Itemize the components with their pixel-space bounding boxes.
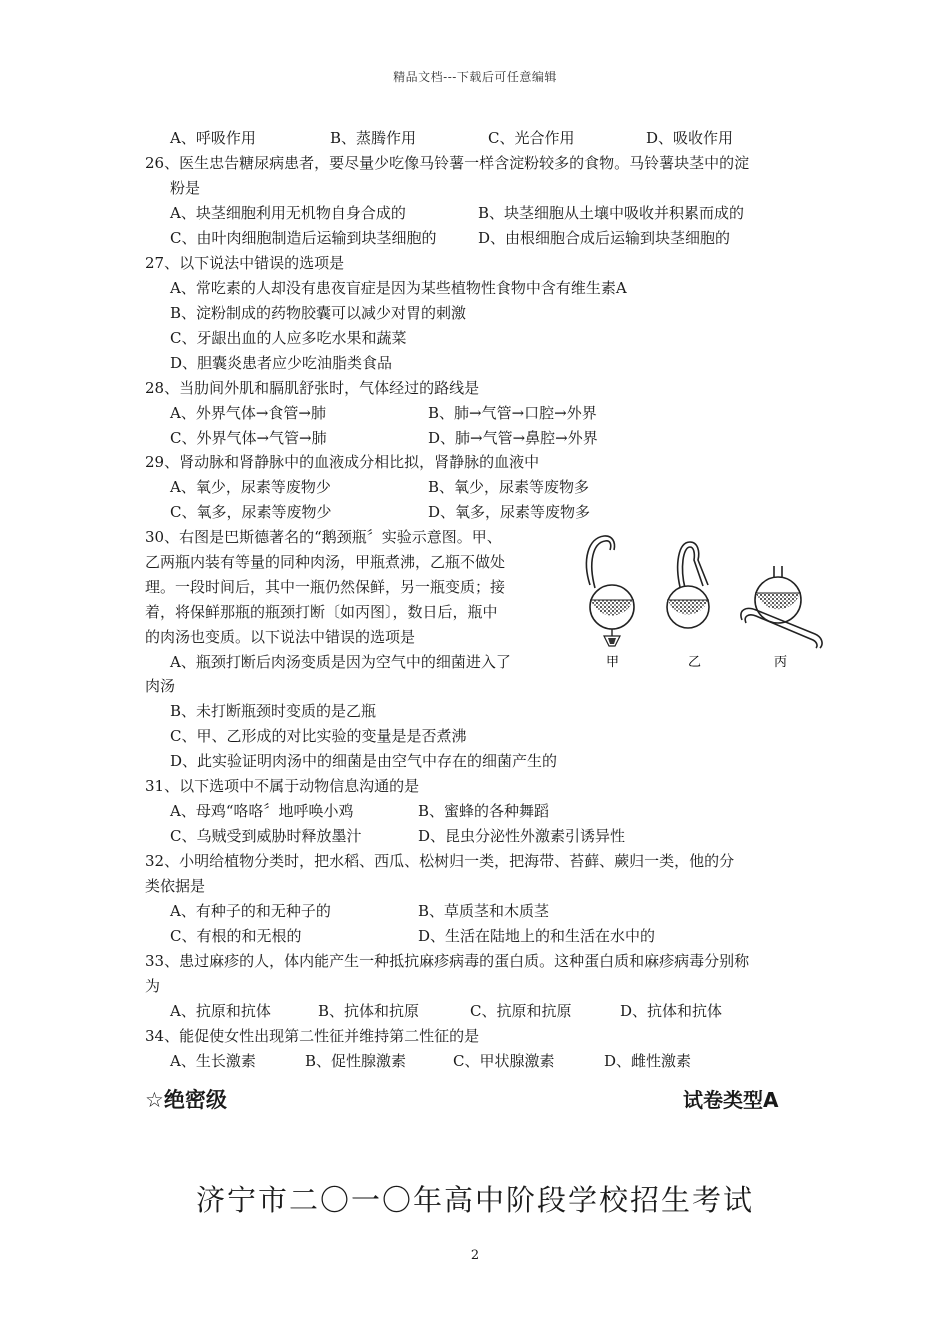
q29-option-d: D、氧多，尿素等废物多 (428, 503, 591, 521)
q29-option-a: A、氧少，尿素等废物少 (170, 478, 331, 496)
q27-option-a: A、常吃素的人却没有患夜盲症是因为某些植物性食物中含有维生素A (170, 279, 627, 297)
q32-option-a: A、有种子的和无种子的 (170, 902, 331, 920)
q30-option-d: D、此实验证明肉汤中的细菌是由空气中存在的细菌产生的 (170, 752, 558, 770)
q25-option-b: B、蒸腾作用 (330, 129, 417, 147)
q27-stem: 27、以下说法中错误的选项是 (145, 254, 345, 272)
swan-neck-flask-figure (560, 530, 830, 675)
q30-option-c: C、甲、乙形成的对比实验的变量是是否煮沸 (170, 727, 467, 745)
q34-option-b: B、促性腺激素 (305, 1052, 407, 1070)
q32-stem-line2: 类依据是 (145, 877, 206, 895)
q30-option-a-line1: A、瓶颈打断后肉汤变质是因为空气中的细菌进入了 (170, 653, 511, 671)
q30-stem-line4: 着，将保鲜那瓶的瓶颈打断〔如丙图〕，数日后，瓶中 (145, 603, 498, 621)
q32-option-c: C、有根的和无根的 (170, 927, 302, 945)
q25-option-a: A、呼吸作用 (170, 129, 256, 147)
label-bing: 丙 (774, 655, 788, 670)
q32-stem-line1: 32、小明给植物分类时，把水稻、西瓜、松树归一类，把海带、苔藓、蕨归一类，他的分 (145, 852, 735, 870)
page-number: 2 (470, 1248, 480, 1263)
q31-stem: 31、以下选项中不属于动物信息沟通的是 (145, 777, 420, 795)
q28-option-a: A、外界气体→食管→肺 (170, 404, 326, 422)
q28-option-b: B、肺→气管→口腔→外界 (428, 404, 597, 422)
q27-option-c: C、牙龈出血的人应多吃水果和蔬菜 (170, 329, 407, 347)
secret-level-label: ☆绝密级 (145, 1088, 227, 1112)
paper-type-label: 试卷类型A (683, 1088, 779, 1112)
q27-option-b: B、淀粉制成的药物胶囊可以减少对胃的刺激 (170, 304, 467, 322)
q30-stem-line2: 乙两瓶内装有等量的同种肉汤，甲瓶煮沸，乙瓶不做处 (145, 553, 506, 571)
q29-stem: 29、肾动脉和肾静脉中的血液成分相比拟，肾静脉的血液中 (145, 453, 540, 471)
page-header: 精品文档---下载后可任意编辑 (393, 70, 557, 84)
q33-option-a: A、抗原和抗体 (170, 1002, 271, 1020)
q26-stem-line2: 粉是 (170, 179, 201, 197)
q26-option-d: D、由根细胞合成后运输到块茎细胞的 (478, 229, 731, 247)
q26-option-b: B、块茎细胞从土壤中吸收并积累而成的 (478, 204, 745, 222)
q32-option-b: B、草质茎和木质茎 (418, 902, 550, 920)
q30-stem-line1: 30、右图是巴斯德著名的“鹅颈瓶〞实验示意图。甲、 (145, 528, 502, 546)
flask-diagram (560, 530, 830, 675)
q31-option-d: D、昆虫分泌性外激素引诱异性 (418, 827, 626, 845)
q33-option-b: B、抗体和抗原 (318, 1002, 420, 1020)
q31-option-a: A、母鸡“咯咯〞地呼唤小鸡 (170, 802, 354, 820)
q33-option-c: C、抗原和抗原 (470, 1002, 572, 1020)
flask-yi (667, 542, 709, 628)
q30-stem-line5: 的肉汤也变质。以下说法中错误的选项是 (145, 628, 416, 646)
q33-option-d: D、抗体和抗体 (620, 1002, 723, 1020)
q29-option-c: C、氧多，尿素等废物少 (170, 503, 332, 521)
q30-option-b: B、未打断瓶颈时变质的是乙瓶 (170, 702, 377, 720)
flask-bing (741, 566, 822, 648)
q34-option-a: A、生长激素 (170, 1052, 256, 1070)
q26-option-c: C、由叶肉细胞制造后运输到块茎细胞的 (170, 229, 437, 247)
q34-option-d: D、雌性激素 (604, 1052, 692, 1070)
q29-option-b: B、氧少，尿素等废物多 (428, 478, 590, 496)
q28-option-c: C、外界气体→气管→肺 (170, 429, 327, 447)
q33-stem-line1: 33、患过麻疹的人，体内能产生一种抵抗麻疹病毒的蛋白质。这种蛋白质和麻疹病毒分别称 (145, 952, 750, 970)
q28-stem: 28、当肋间外肌和膈肌舒张时，气体经过的路线是 (145, 379, 480, 397)
q25-option-d: D、吸收作用 (646, 129, 734, 147)
q30-option-a-line2: 肉汤 (145, 677, 176, 695)
q31-option-b: B、蜜蜂的各种舞蹈 (418, 802, 550, 820)
q25-option-c: C、光合作用 (488, 129, 575, 147)
exam-title: 济宁市二〇一〇年高中阶段学校招生考试 (195, 1183, 754, 1217)
flask-jia (586, 536, 634, 646)
q33-stem-line2: 为 (145, 977, 161, 995)
q31-option-c: C、乌贼受到威胁时释放墨汁 (170, 827, 362, 845)
label-jia: 甲 (606, 655, 620, 670)
q26-option-a: A、块茎细胞利用无机物自身合成的 (170, 204, 406, 222)
q30-stem-line3: 理。一段时间后，其中一瓶仍然保鲜，另一瓶变质；接 (145, 578, 506, 596)
q34-stem: 34、能促使女性出现第二性征并维持第二性征的是 (145, 1027, 480, 1045)
q27-option-d: D、胆囊炎患者应少吃油脂类食品 (170, 354, 393, 372)
label-yi: 乙 (688, 655, 702, 670)
q28-option-d: D、肺→气管→鼻腔→外界 (428, 429, 598, 447)
q26-stem-line1: 26、医生忠告糖尿病患者，要尽量少吃像马铃薯一样含淀粉较多的食物。马铃薯块茎中的淀 (145, 154, 750, 172)
q34-option-c: C、甲状腺激素 (453, 1052, 555, 1070)
q32-option-d: D、生活在陆地上的和生活在水中的 (418, 927, 656, 945)
